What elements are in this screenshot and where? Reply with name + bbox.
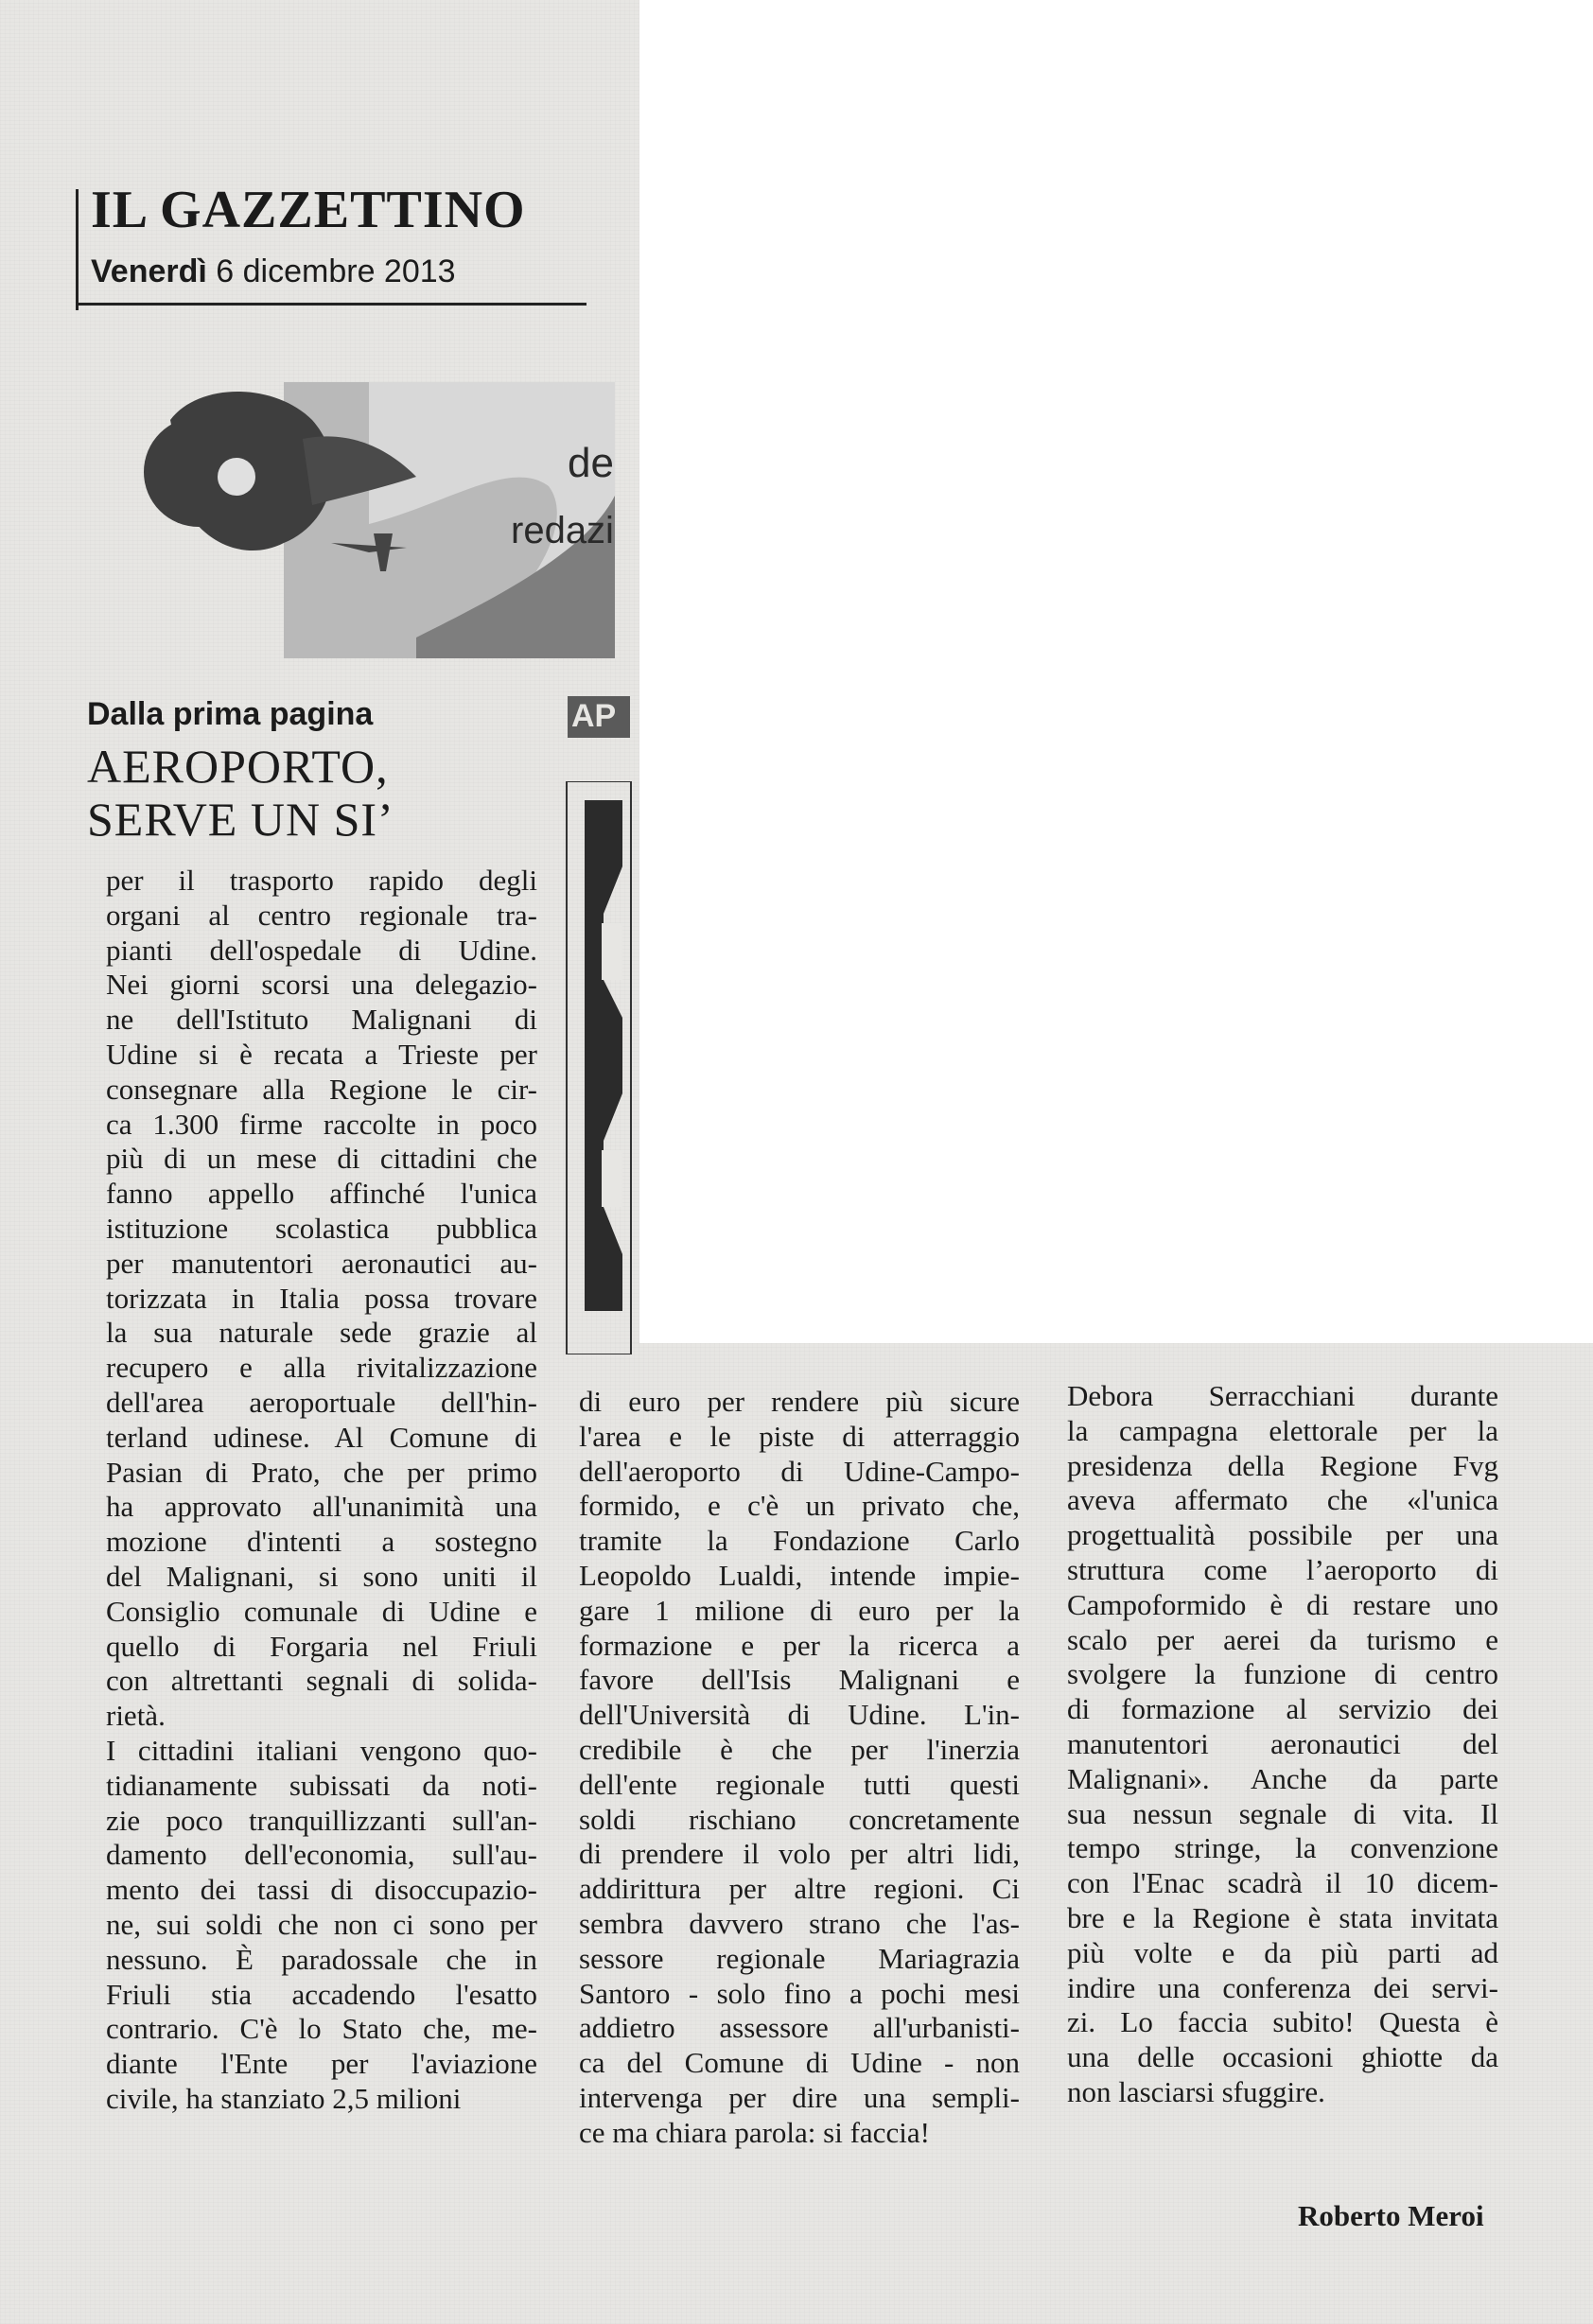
masthead-day: Venerdì bbox=[91, 253, 207, 289]
article-headline bbox=[87, 740, 394, 846]
side-article-fragment bbox=[568, 696, 630, 738]
article-line: ne dell'Istituto Malignani di bbox=[106, 1003, 537, 1037]
article-signature: Roberto Meroi bbox=[1298, 2199, 1484, 2232]
article-line: dell'ente regionale tutti questi bbox=[579, 1767, 1020, 1801]
article-line: civile, ha stanziato 2,5 milioni bbox=[106, 2081, 462, 2115]
article-line: zi. Lo faccia subito! Questa è bbox=[1067, 2005, 1498, 2039]
article-line: struttura come l’aeroporto di bbox=[1067, 1552, 1498, 1586]
article-line: Leopoldo Lualdi, intende impie- bbox=[579, 1558, 1020, 1592]
article-line: ce ma chiara parola: si faccia! bbox=[579, 2115, 930, 2149]
article-line: sembra davvero strano che l'as- bbox=[579, 1906, 1020, 1940]
article-line: tidianamente subissati da noti- bbox=[106, 1768, 537, 1802]
article-line: con altrettanti segnali di solida- bbox=[106, 1664, 537, 1698]
article-line: mento dei tassi di disoccupazio- bbox=[106, 1873, 537, 1907]
article-line: nessuno. È paradossale che in bbox=[106, 1942, 537, 1976]
article-line: formido, e c'è un privato che, bbox=[579, 1489, 1020, 1523]
article-line: più volte e da più parti ad bbox=[1067, 1935, 1498, 1969]
article-line: la sua naturale sede grazie al bbox=[106, 1316, 537, 1350]
article-line: zie poco tranquillizzanti sull'an- bbox=[106, 1803, 537, 1837]
article-line: fanno appello affinché l'unica bbox=[106, 1177, 537, 1211]
article-line: sessore regionale Mariagrazia bbox=[579, 1941, 1020, 1975]
article-line: credibile è che per l'inerzia bbox=[579, 1732, 1020, 1766]
article-line: dell'Università di Udine. L'in- bbox=[579, 1698, 1020, 1732]
article-line: soldi rischiano concretamente bbox=[579, 1802, 1020, 1836]
article-line: per il trasporto rapido degli bbox=[106, 864, 537, 897]
article-line: di formazione al servizio dei bbox=[1067, 1692, 1498, 1726]
article-line: Pasian di Prato, che per primo bbox=[106, 1455, 537, 1489]
article-line: Campoformido è di restare uno bbox=[1067, 1587, 1498, 1621]
logo-fragment-2: redazi bbox=[511, 510, 614, 551]
article-line: intervenga per dire una sempli- bbox=[579, 2080, 1020, 2114]
article-line: ca 1.300 firme raccolte in poco bbox=[106, 1107, 537, 1141]
masthead-title: IL GAZZETTINO bbox=[91, 181, 526, 239]
article-line: Santoro - solo fino a pochi mesi bbox=[579, 1976, 1020, 2010]
article-line: damento dell'economia, sull'au- bbox=[106, 1838, 537, 1872]
masthead-rule-vertical bbox=[76, 189, 79, 310]
article-line: progettualità possibile per una bbox=[1067, 1518, 1498, 1552]
article-paragraph bbox=[1067, 1379, 1498, 2110]
article-line: Friuli stia accadendo l'esatto bbox=[106, 1977, 537, 2011]
masthead-date bbox=[91, 253, 456, 290]
article-paragraph bbox=[106, 864, 537, 1734]
side-article-image bbox=[566, 781, 632, 1354]
article-line: Malignani». Anche da parte bbox=[1067, 1761, 1498, 1795]
article-line: Consiglio comunale di Udine e bbox=[106, 1594, 537, 1628]
article-line: per manutentori aeronautici au- bbox=[106, 1246, 537, 1280]
article-line: diante l'Ente per l'aviazione bbox=[106, 2047, 537, 2081]
article-line: quello di Forgaria nel Friuli bbox=[106, 1629, 537, 1663]
article-line: addietro assessore all'urbanisti- bbox=[579, 2011, 1020, 2045]
article-line: ca del Comune di Udine - non bbox=[579, 2046, 1020, 2080]
article-line: tempo stringe, la convenzione bbox=[1067, 1831, 1498, 1865]
side-article-label: AP bbox=[571, 698, 617, 734]
article-line: consegnare alla Regione le cir- bbox=[106, 1072, 537, 1106]
article-column-1 bbox=[106, 864, 537, 2117]
article-line: mozione d'intenti a sostegno bbox=[106, 1525, 537, 1559]
article-line: Debora Serracchiani durante bbox=[1067, 1379, 1498, 1412]
masthead-rule-horizontal bbox=[76, 303, 586, 306]
article-column-2 bbox=[579, 1385, 1020, 2151]
masthead-date-text: 6 dicembre 2013 bbox=[216, 253, 456, 289]
section-logo bbox=[132, 382, 615, 658]
article-line: formazione e per la ricerca a bbox=[579, 1628, 1020, 1662]
article-line: I cittadini italiani vengono quo- bbox=[106, 1733, 537, 1767]
article-line: la campagna elettorale per la bbox=[1067, 1413, 1498, 1447]
article-line: manutentori aeronautici del bbox=[1067, 1726, 1498, 1760]
article-kicker: Dalla prima pagina bbox=[87, 696, 374, 732]
article-line: gare 1 milione di euro per la bbox=[579, 1593, 1020, 1627]
article-line: istituzione scolastica pubblica bbox=[106, 1211, 537, 1245]
article-line: tramite la Fondazione Carlo bbox=[579, 1524, 1020, 1558]
article-line: di euro per rendere più sicure bbox=[579, 1385, 1020, 1418]
article-line: rietà. bbox=[106, 1699, 166, 1733]
article-line: svolgere la funzione di centro bbox=[1067, 1657, 1498, 1691]
article-line: addirittura per altre regioni. Ci bbox=[579, 1872, 1020, 1906]
article-line: Nei giorni scorsi una delegazio- bbox=[106, 968, 537, 1002]
pen-nib-logo-icon bbox=[132, 382, 615, 658]
article-line: più di un mese di cittadini che bbox=[106, 1142, 537, 1176]
article-line: di prendere il volo per altri lidi, bbox=[579, 1837, 1020, 1871]
headline-line: AEROPORTO, bbox=[87, 740, 389, 793]
article-line: ne, sui soldi che non ci sono per bbox=[106, 1907, 537, 1941]
article-line: indire una conferenza dei servi- bbox=[1067, 1970, 1498, 2004]
article-line: sua nessun segnale di vita. Il bbox=[1067, 1796, 1498, 1830]
article-line: con l'Enac scadrà il 10 dicem- bbox=[1067, 1866, 1498, 1900]
article-line: organi al centro regionale tra- bbox=[106, 898, 537, 932]
article-line: torizzata in Italia possa trovare bbox=[106, 1281, 537, 1315]
article-paragraph bbox=[579, 1385, 1020, 2151]
article-line: favore dell'Isis Malignani e bbox=[579, 1663, 1020, 1697]
article-line: una delle occasioni ghiotte da bbox=[1067, 2040, 1498, 2074]
article-line: bre e la Regione è stata invitata bbox=[1067, 1900, 1498, 1934]
article-line: pianti dell'ospedale di Udine. bbox=[106, 933, 537, 967]
headline-line: SERVE UN SI’ bbox=[87, 793, 394, 846]
article-line: recupero e alla rivitalizzazione bbox=[106, 1351, 537, 1385]
article-line: terland udinese. Al Comune di bbox=[106, 1420, 537, 1454]
article-line: l'area e le piste di atterraggio bbox=[579, 1419, 1020, 1453]
article-line: dell'area aeroportuale dell'hin- bbox=[106, 1385, 537, 1419]
article-line: Udine si è recata a Trieste per bbox=[106, 1037, 537, 1071]
article-line: scalo per aerei da turismo e bbox=[1067, 1622, 1498, 1656]
logo-fragment-1: de bbox=[568, 440, 614, 486]
article-line: contrario. C'è lo Stato che, me- bbox=[106, 2012, 537, 2046]
article-line: dell'aeroporto di Udine-Campo- bbox=[579, 1454, 1020, 1488]
article-line: ha approvato all'unanimità una bbox=[106, 1490, 537, 1524]
article-paragraph bbox=[106, 1734, 537, 2117]
article-line: presidenza della Regione Fvg bbox=[1067, 1448, 1498, 1482]
article-line: non lasciarsi sfuggire. bbox=[1067, 2074, 1325, 2108]
article-column-3 bbox=[1067, 1379, 1498, 2110]
article-line: aveva affermato che «l'unica bbox=[1067, 1483, 1498, 1517]
article-line: del Malignani, si sono uniti il bbox=[106, 1559, 537, 1593]
